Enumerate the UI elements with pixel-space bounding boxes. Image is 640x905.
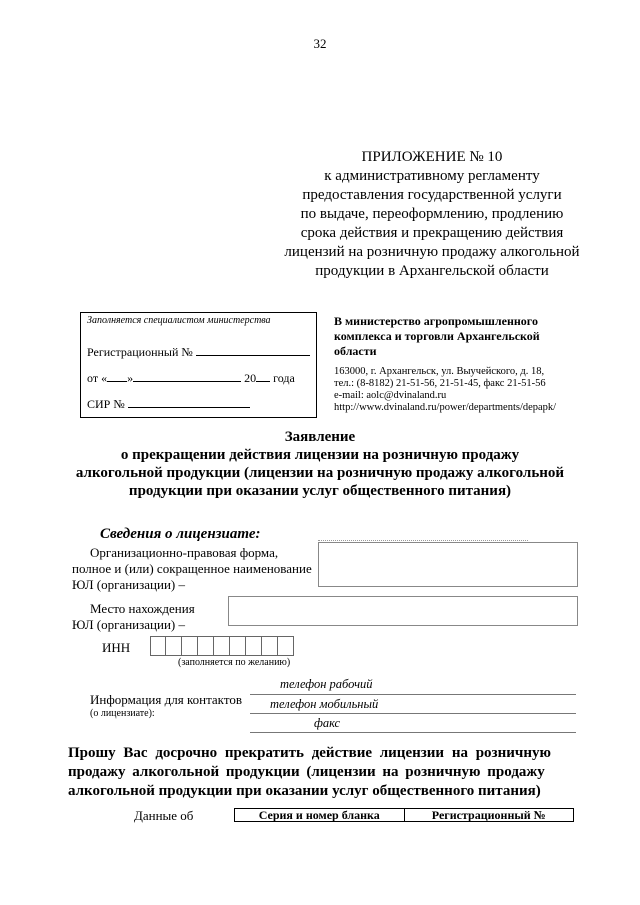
ministry-use-box: [80, 312, 317, 418]
sir-label: СИР №: [87, 397, 125, 411]
sir-row: [87, 395, 250, 412]
mobile-phone-label: телефон мобильный: [270, 697, 379, 711]
addressee-line: комплекса и торговли Архангельской: [334, 329, 540, 343]
appendix-line: ПРИЛОЖЕНИЕ № 10: [361, 149, 503, 165]
addressee-line: В министерство агропромышленного: [334, 314, 538, 328]
request-paragraph: [68, 744, 598, 801]
request-line: Прошу Вас досрочно прекратить действие лицензии на розничную: [68, 745, 551, 761]
date-suffix: года: [273, 371, 295, 385]
ministry-address: [334, 366, 556, 414]
addressee: [334, 314, 540, 359]
date-month-field[interactable]: [133, 369, 241, 382]
inn-field[interactable]: [150, 636, 294, 656]
inn-cell[interactable]: [166, 636, 182, 656]
table-header-cell: Регистрационный №: [431, 808, 546, 822]
table-header-cell: Серия и номер бланка: [235, 809, 405, 821]
date-row: [87, 369, 295, 386]
appendix-line: продукции в Архангельской области: [315, 263, 549, 279]
fax-field[interactable]: [250, 732, 576, 733]
registration-label: Регистрационный №: [87, 345, 193, 359]
contacts-label: Информация для контактов: [90, 692, 242, 707]
location-field[interactable]: [228, 596, 578, 626]
appendix-header: [282, 148, 582, 281]
inn-cell[interactable]: [246, 636, 262, 656]
contacts-sublabel: (о лицензиате):: [90, 708, 155, 719]
table-row-label: Данные об: [134, 808, 194, 823]
inn-cell[interactable]: [214, 636, 230, 656]
org-label-line: Организационно-правовая форма,: [90, 545, 279, 560]
request-line: продажу алкогольной продукции (лицензии на розничную продажу: [68, 764, 545, 780]
date-day-field[interactable]: [107, 369, 127, 382]
appendix-line: к административному регламенту: [324, 168, 540, 184]
sir-number-field[interactable]: [128, 395, 250, 408]
document-title: [0, 428, 640, 500]
address-url-line: http://www.dvinaland.ru/power/departments/depapk/: [334, 402, 557, 413]
appendix-line: срока действия и прекращению действия: [300, 225, 564, 241]
address-line: 163000, г. Архангельск, ул. Выучейского, д. 18,: [334, 366, 545, 377]
registration-row: [87, 343, 310, 360]
license-data-table-header: [234, 808, 574, 822]
page-number: 32: [313, 36, 327, 51]
title-line: о прекращении действия лицензии на розничную продажу: [120, 447, 520, 463]
addressee-line: области: [334, 344, 377, 358]
title-line: продукции при оказании услуг общественного питания): [128, 483, 512, 499]
ministry-use-caption: Заполняется специалистом министерства: [87, 315, 271, 326]
appendix-line: предоставления государственной услуги: [302, 187, 562, 203]
licensee-heading: Сведения о лицензиате:: [100, 526, 261, 542]
date-prefix: от «: [87, 371, 108, 385]
appendix-line: лицензий на розничную продажу алкогольной: [284, 244, 580, 260]
appendix-line: по выдаче, переоформлению, продлению: [300, 206, 564, 222]
work-phone-label: телефон рабочий: [280, 677, 373, 691]
inn-label: ИНН: [102, 640, 131, 655]
location-label-line: Место нахождения: [90, 601, 195, 616]
date-year-field[interactable]: [256, 369, 270, 382]
location-label-line: ЮЛ (организации) –: [72, 617, 185, 632]
inn-cell[interactable]: [182, 636, 198, 656]
inn-cell[interactable]: [150, 636, 166, 656]
address-email-line: e-mail: aolc@dvinaland.ru: [334, 390, 447, 401]
request-line: алкогольной продукции при оказании услуг общественного питания): [68, 783, 541, 799]
date-year-prefix: 20: [244, 371, 257, 385]
faint-dotted-line: [318, 540, 528, 541]
title-line: Заявление: [284, 429, 356, 445]
org-label-line: ЮЛ (организации) –: [72, 577, 185, 592]
org-name-field[interactable]: [318, 542, 578, 587]
date-mid: »: [127, 371, 134, 385]
mobile-phone-field[interactable]: [250, 713, 576, 714]
registration-number-field[interactable]: [196, 343, 310, 356]
inn-note: (заполняется по желанию): [178, 657, 291, 668]
inn-cell[interactable]: [230, 636, 246, 656]
fax-label: факс: [314, 716, 341, 730]
inn-cell[interactable]: [278, 636, 294, 656]
address-phone-line: тел.: (8-8182) 21-51-56, 21-51-45, факс 21-51-56: [334, 378, 546, 389]
inn-cell[interactable]: [262, 636, 278, 656]
inn-cell[interactable]: [198, 636, 214, 656]
org-label-line: полное и (или) сокращенное наименование: [72, 561, 312, 576]
work-phone-field[interactable]: [250, 694, 576, 695]
title-line: алкогольной продукции (лицензии на розничную продажу алкогольной: [75, 465, 565, 481]
